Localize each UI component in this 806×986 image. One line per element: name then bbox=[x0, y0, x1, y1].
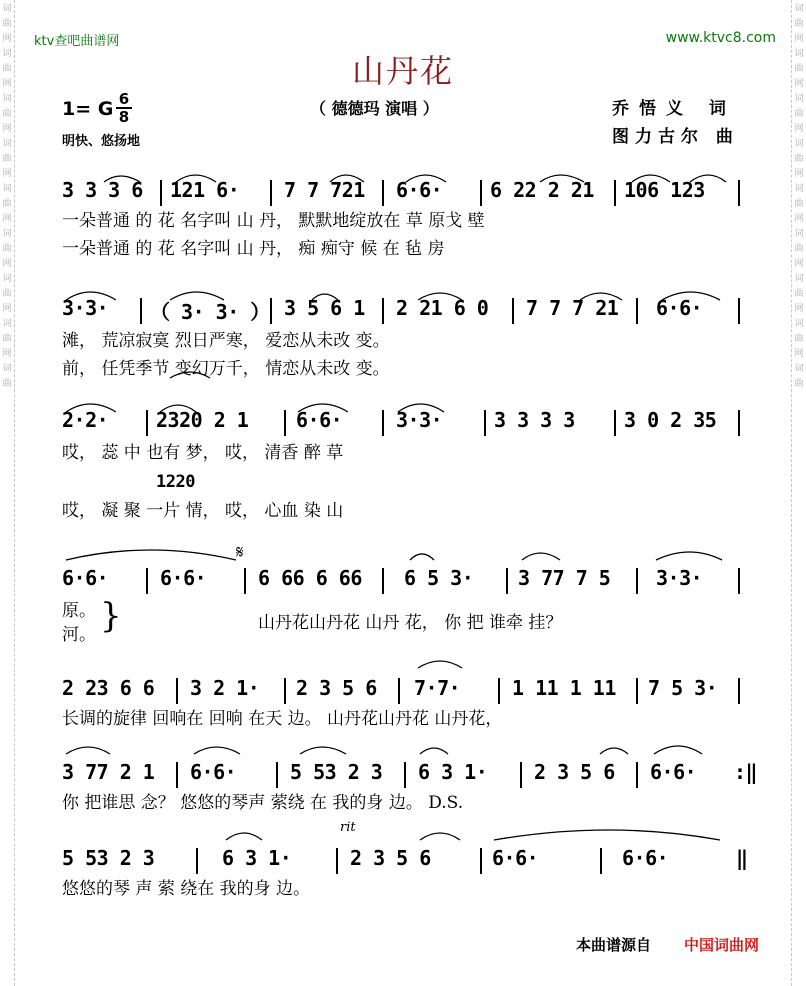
barline bbox=[404, 762, 406, 788]
side-watermark-glyph: 网 bbox=[2, 259, 12, 269]
side-watermark-glyph: 曲 bbox=[794, 289, 804, 299]
barline bbox=[738, 568, 740, 594]
barline bbox=[140, 298, 142, 324]
note-group: 6·6· bbox=[492, 846, 539, 870]
note-group: 2·2· bbox=[62, 408, 109, 432]
lyric-line: 一朵普通 的 花 名字叫 山 丹， 默默地绽放在 草 原戈 壁 bbox=[62, 211, 485, 231]
note-group: 7 7 7 21 bbox=[526, 296, 619, 320]
barline bbox=[382, 568, 384, 594]
note-group: 7·7· bbox=[414, 676, 461, 700]
barline bbox=[146, 568, 148, 594]
side-watermark-glyph: 曲 bbox=[2, 154, 12, 164]
barline bbox=[146, 410, 148, 436]
slur bbox=[66, 747, 110, 754]
barline bbox=[480, 848, 482, 874]
barline bbox=[244, 568, 246, 594]
composer: 图力古尔 曲 bbox=[612, 127, 739, 147]
side-watermark-glyph: 曲 bbox=[2, 64, 12, 74]
side-watermark-glyph: 网 bbox=[794, 169, 804, 179]
side-watermark-glyph: 曲 bbox=[2, 199, 12, 209]
side-watermark-glyph: 网 bbox=[794, 259, 804, 269]
lyric-line: 滩， 荒凉寂寞 烈日严寒， 爱恋从未改 变。 bbox=[62, 331, 390, 351]
right-watermark-strip bbox=[791, 0, 806, 986]
note-group: 3·3· bbox=[396, 408, 443, 432]
note-group: 3·3· bbox=[62, 296, 109, 320]
watermark-right: www.ktvc8.com bbox=[665, 30, 776, 46]
note-group: 6·6· bbox=[650, 760, 697, 784]
barline bbox=[636, 762, 638, 788]
side-watermark-glyph: 网 bbox=[794, 34, 804, 44]
time-bottom: 8 bbox=[118, 108, 130, 126]
side-watermark-glyph: 网 bbox=[794, 349, 804, 359]
barline bbox=[636, 568, 638, 594]
note-group: 6·6· bbox=[396, 178, 443, 202]
side-watermark-glyph: 词 bbox=[794, 364, 804, 374]
tempo-marking: 明快、悠扬地 bbox=[62, 134, 141, 149]
side-watermark-glyph: 曲 bbox=[794, 154, 804, 164]
note-group: （ 3· 3· ） bbox=[150, 300, 270, 324]
footer-source-site[interactable]: 中国词曲网 bbox=[684, 936, 760, 954]
side-watermark-glyph: 词 bbox=[794, 139, 804, 149]
note-group: 2 21 6 0 bbox=[396, 296, 489, 320]
barline bbox=[614, 410, 616, 436]
lyric-line: 一朵普通 的 花 名字叫 山 丹， 痴 痴守 候 在 毡 房 bbox=[62, 239, 445, 259]
slur bbox=[494, 830, 720, 840]
side-watermark-glyph: 网 bbox=[794, 304, 804, 314]
time-signature bbox=[116, 92, 132, 124]
barline bbox=[636, 298, 638, 324]
barline bbox=[520, 762, 522, 788]
note-group: 121 6· bbox=[170, 178, 240, 202]
side-watermark-glyph: 网 bbox=[2, 124, 12, 134]
barline bbox=[484, 410, 486, 436]
side-watermark-glyph: 曲 bbox=[794, 244, 804, 254]
barline bbox=[336, 848, 338, 874]
side-watermark-glyph: 网 bbox=[2, 349, 12, 359]
note-group: 106 123 bbox=[624, 178, 705, 202]
lyric-line: 悠悠的琴 声 萦 绕在 我的身 边。 bbox=[62, 879, 311, 899]
side-watermark-glyph: 曲 bbox=[2, 289, 12, 299]
barline bbox=[176, 762, 178, 788]
side-watermark-glyph: 词 bbox=[794, 184, 804, 194]
side-watermark-glyph: 网 bbox=[2, 214, 12, 224]
note-group: 3 0 2 35 bbox=[624, 408, 717, 432]
note-group: 3 2 1· bbox=[190, 676, 260, 700]
note-group: 2 3 5 6 bbox=[534, 760, 615, 784]
performer: （ 德德玛 演唱 ） bbox=[310, 99, 439, 118]
slur bbox=[522, 553, 560, 560]
barline bbox=[382, 410, 384, 436]
barline bbox=[738, 180, 740, 206]
side-watermark-glyph: 词 bbox=[794, 229, 804, 239]
lyric-line: 哎， 凝 聚 一片 情， 哎， 心血 染 山 bbox=[62, 501, 344, 521]
side-watermark-glyph: 词 bbox=[2, 4, 12, 14]
note-group: 5 53 2 3 bbox=[62, 846, 155, 870]
song-title: 山丹花 bbox=[351, 52, 454, 90]
barline bbox=[398, 678, 400, 704]
slur bbox=[66, 550, 236, 560]
side-watermark-glyph: 曲 bbox=[2, 109, 12, 119]
segno-sign: 𝄋 bbox=[236, 542, 244, 563]
barline bbox=[196, 848, 198, 874]
side-watermark-glyph: 网 bbox=[2, 34, 12, 44]
side-watermark-glyph: 词 bbox=[2, 94, 12, 104]
side-watermark-glyph: 曲 bbox=[794, 64, 804, 74]
barline bbox=[738, 678, 740, 704]
note-group: 6 5 3· bbox=[404, 566, 474, 590]
lyric-line: 河。 bbox=[62, 625, 96, 645]
slur bbox=[410, 554, 434, 560]
note-group: 6·6· bbox=[622, 846, 669, 870]
note-group: 2 3 5 6 bbox=[296, 676, 377, 700]
note-group: 6·6· bbox=[296, 408, 343, 432]
note-group: :‖ bbox=[734, 760, 758, 784]
side-watermark-glyph: 网 bbox=[794, 214, 804, 224]
note-group: 6 66 6 66 bbox=[258, 566, 362, 590]
side-watermark-glyph: 曲 bbox=[794, 199, 804, 209]
note-group: 6 22 2 21 bbox=[490, 178, 594, 202]
slur bbox=[418, 661, 462, 668]
side-watermark-glyph: 词 bbox=[2, 49, 12, 59]
note-group: 2 23 6 6 bbox=[62, 676, 155, 700]
side-watermark-glyph: 曲 bbox=[2, 244, 12, 254]
note-group: 3 77 2 1 bbox=[62, 760, 155, 784]
side-watermark-glyph: 词 bbox=[2, 139, 12, 149]
side-watermark-glyph: 词 bbox=[794, 4, 804, 14]
side-watermark-glyph: 曲 bbox=[794, 109, 804, 119]
left-watermark-strip bbox=[0, 0, 15, 986]
note-group: 6·6· bbox=[62, 566, 109, 590]
lyric-line: 长调的旋律 回响在 回响 在天 边。 山丹花山丹花 山丹花， bbox=[62, 709, 503, 729]
barline bbox=[738, 410, 740, 436]
note-group: 6 3 1· bbox=[222, 846, 292, 870]
lyric-line: 你 把谁思 念？ 悠悠的琴声 萦绕 在 我的身 边。 D.S. bbox=[62, 793, 464, 813]
note-group: 3 5 6 1 bbox=[284, 296, 365, 320]
side-watermark-glyph: 词 bbox=[2, 274, 12, 284]
barline bbox=[636, 678, 638, 704]
watermark-left: ktv查吧曲谱网 bbox=[34, 34, 120, 49]
slur bbox=[656, 552, 722, 560]
note-group: 6·6· bbox=[656, 296, 703, 320]
lyric-line: 原。 bbox=[62, 601, 96, 621]
lyric-line: 前， 任凭季节 变幻万千， 情恋从未改 变。 bbox=[62, 359, 390, 379]
time-top: 6 bbox=[118, 90, 130, 108]
note-group: 7 5 3· bbox=[648, 676, 718, 700]
barline bbox=[284, 410, 286, 436]
note-group: 6·6· bbox=[160, 566, 207, 590]
barline bbox=[382, 180, 384, 206]
side-watermark-glyph: 网 bbox=[2, 304, 12, 314]
side-watermark-glyph: 词 bbox=[794, 94, 804, 104]
barline bbox=[176, 678, 178, 704]
note-group: ‖ bbox=[736, 846, 748, 870]
side-watermark-glyph: 网 bbox=[794, 124, 804, 134]
slur bbox=[300, 747, 346, 754]
note-group: 6·6· bbox=[190, 760, 237, 784]
side-watermark-glyph: 曲 bbox=[794, 379, 804, 389]
note-group: 2320 2 1 bbox=[156, 408, 249, 432]
side-watermark-glyph: 词 bbox=[794, 49, 804, 59]
barline bbox=[276, 762, 278, 788]
side-watermark-glyph: 网 bbox=[794, 79, 804, 89]
note-group: 6 3 1· bbox=[418, 760, 488, 784]
barline bbox=[512, 298, 514, 324]
barline bbox=[506, 568, 508, 594]
barline bbox=[382, 298, 384, 324]
slur bbox=[654, 746, 702, 754]
side-watermark-glyph: 词 bbox=[2, 229, 12, 239]
slur bbox=[420, 748, 448, 754]
note-group: 3·3· bbox=[656, 566, 703, 590]
barline bbox=[498, 678, 500, 704]
lyric-line: 哎， 蕊 中 也有 梦， 哎， 清香 醉 草 bbox=[62, 443, 344, 463]
note-group: 3 3 3 6 bbox=[62, 178, 143, 202]
side-watermark-glyph: 曲 bbox=[794, 334, 804, 344]
lyric-line-refrain: 山丹花山丹花 山丹 花， 你 把 谁牵 挂？ bbox=[258, 613, 563, 633]
slur bbox=[194, 747, 240, 754]
note-group: 1 11 1 11 bbox=[512, 676, 616, 700]
note-group: 5 53 2 3 bbox=[290, 760, 383, 784]
slur bbox=[226, 833, 262, 840]
repeat-brace: } bbox=[100, 596, 122, 636]
ritardando-marking: rit bbox=[340, 820, 356, 835]
side-watermark-glyph: 词 bbox=[794, 274, 804, 284]
side-watermark-glyph: 网 bbox=[2, 79, 12, 89]
note-group: 3 77 7 5 bbox=[518, 566, 611, 590]
barline bbox=[480, 180, 482, 206]
barline bbox=[160, 180, 162, 206]
side-watermark-glyph: 曲 bbox=[2, 379, 12, 389]
side-watermark-glyph: 词 bbox=[794, 319, 804, 329]
barline bbox=[284, 678, 286, 704]
footer-source-label: 本曲谱源自 bbox=[576, 936, 652, 954]
barline bbox=[270, 298, 272, 324]
slur bbox=[600, 748, 628, 754]
side-watermark-glyph: 曲 bbox=[2, 334, 12, 344]
side-watermark-glyph: 曲 bbox=[794, 19, 804, 29]
lyricist: 乔悟义 词 bbox=[612, 99, 736, 119]
side-watermark-glyph: 词 bbox=[2, 319, 12, 329]
side-watermark-glyph: 词 bbox=[2, 364, 12, 374]
side-watermark-glyph: 词 bbox=[2, 184, 12, 194]
key-signature: 1= G bbox=[62, 98, 114, 120]
alternate-notes: 1220 bbox=[156, 472, 195, 492]
side-watermark-glyph: 网 bbox=[2, 169, 12, 179]
note-group: 7 7 721 bbox=[284, 178, 365, 202]
slur bbox=[420, 833, 460, 840]
note-group: 3 3 3 3 bbox=[494, 408, 575, 432]
side-watermark-glyph: 曲 bbox=[2, 19, 12, 29]
barline bbox=[614, 180, 616, 206]
barline bbox=[600, 848, 602, 874]
note-group: 2 3 5 6 bbox=[350, 846, 431, 870]
barline bbox=[738, 298, 740, 324]
barline bbox=[270, 180, 272, 206]
